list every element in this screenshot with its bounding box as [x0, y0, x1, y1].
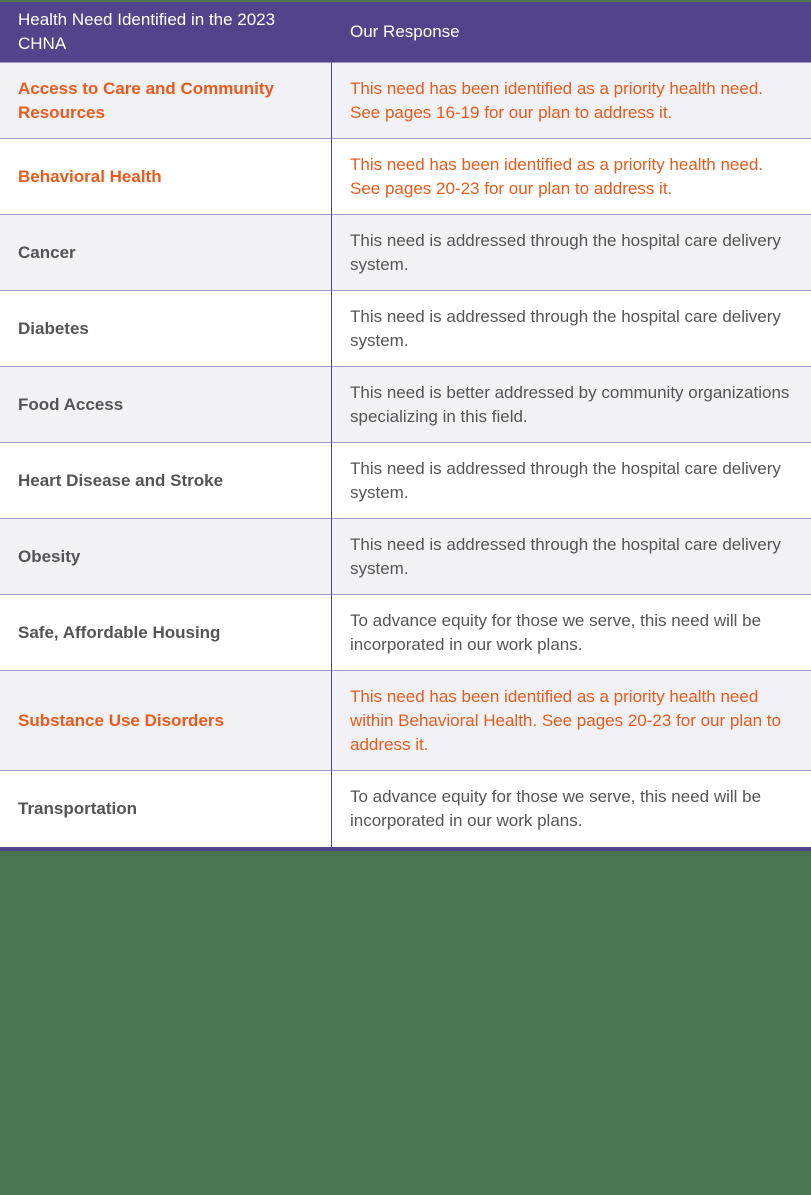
- response-cell: This need is addressed through the hospital care delivery system.: [332, 291, 811, 367]
- table-row: [0, 291, 811, 367]
- response-cell: This need is addressed through the hospital care delivery system.: [332, 519, 811, 595]
- need-cell: Heart Disease and Stroke: [0, 443, 332, 519]
- response-cell: This need is better addressed by community organizations specializing in this field.: [332, 367, 811, 443]
- need-cell: Safe, Affordable Housing: [0, 595, 332, 671]
- need-cell: Substance Use Disorders: [0, 671, 332, 771]
- table-row: [0, 519, 811, 595]
- response-cell: This need has been identified as a priority health need. See pages 20-23 for our plan to address it.: [332, 139, 811, 215]
- response-cell: To advance equity for those we serve, this need will be incorporated in our work plans.: [332, 595, 811, 671]
- table-row: [0, 139, 811, 215]
- header-our-response: Our Response: [332, 2, 811, 63]
- table-row: [0, 215, 811, 291]
- need-cell: Access to Care and Community Resources: [0, 63, 332, 139]
- table-row: [0, 771, 811, 847]
- response-cell: This need is addressed through the hospital care delivery system.: [332, 443, 811, 519]
- response-cell: This need is addressed through the hospital care delivery system.: [332, 215, 811, 291]
- table-row: [0, 443, 811, 519]
- table-header-row: [0, 2, 811, 63]
- table-row: [0, 367, 811, 443]
- need-cell: Transportation: [0, 771, 332, 847]
- response-cell: To advance equity for those we serve, this need will be incorporated in our work plans.: [332, 771, 811, 847]
- table-row: [0, 671, 811, 771]
- need-cell: Behavioral Health: [0, 139, 332, 215]
- response-cell: This need has been identified as a priority health need. See pages 16-19 for our plan to address it.: [332, 63, 811, 139]
- need-cell: Diabetes: [0, 291, 332, 367]
- need-cell: Food Access: [0, 367, 332, 443]
- table-row: [0, 595, 811, 671]
- table-bottom-border: [0, 847, 811, 851]
- response-cell: This need has been identified as a priority health need within Behavioral Health. See pages 20-23 for our plan to address it.: [332, 671, 811, 771]
- header-health-need: Health Need Identified in the 2023 CHNA: [0, 2, 332, 63]
- health-needs-table: [0, 2, 811, 851]
- need-cell: Obesity: [0, 519, 332, 595]
- need-cell: Cancer: [0, 215, 332, 291]
- table-row: [0, 63, 811, 139]
